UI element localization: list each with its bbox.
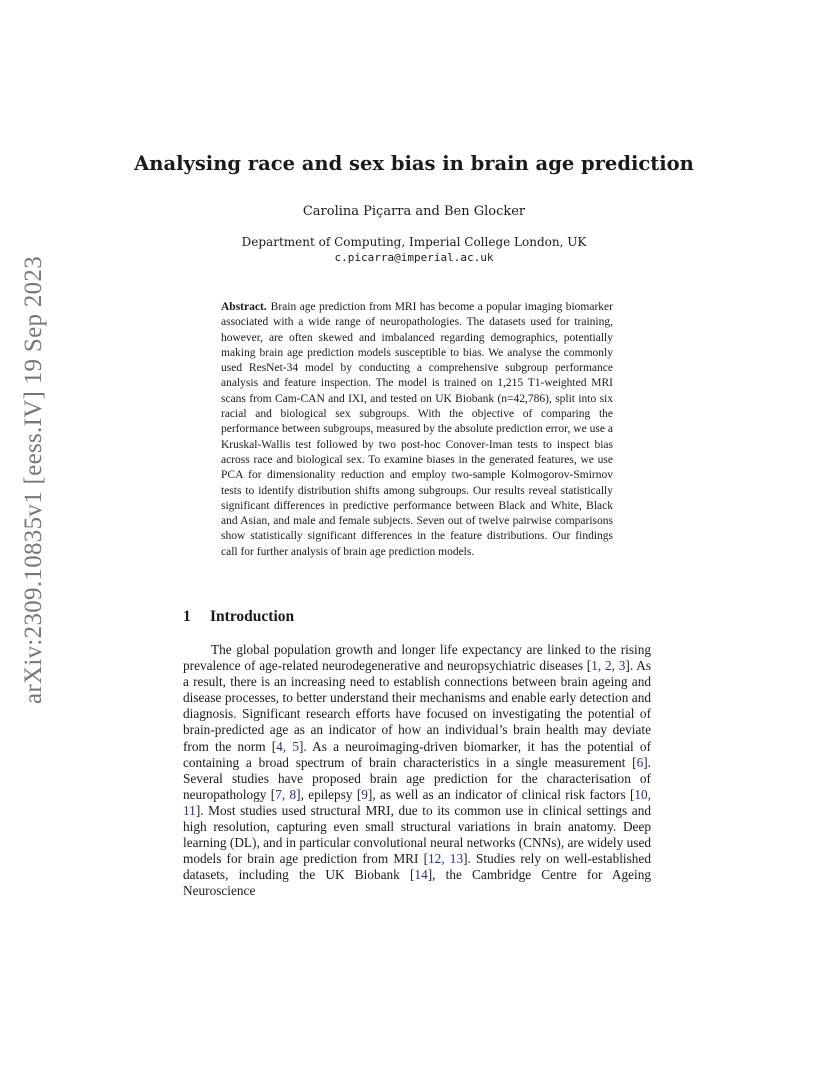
abstract: [221, 300, 613, 560]
author-affiliation: Department of Computing, Imperial College London, UK: [241, 235, 587, 249]
intro-text: ]. As a neuroimaging-driven biomarker, it has the potential of containing a broad spectrum of brain characteristics in a single measurement [: [183, 738, 651, 770]
intro-text: The global population growth and longer life expectancy are linked to the rising prevalence of age-related neurodegenerative and neuropsychiatric diseases [: [183, 642, 651, 674]
abstract-label: Abstract.: [221, 301, 267, 313]
paper-authors: Carolina Piçarra and Ben Glocker: [302, 204, 526, 219]
section-number: 1: [183, 608, 191, 625]
intro-text: ], epilepsy [: [296, 786, 362, 802]
arxiv-sidebar: [14, 200, 54, 760]
section-heading-introduction: [183, 608, 294, 626]
introduction-paragraph: [183, 642, 651, 900]
citation-link[interactable]: 14: [414, 867, 428, 883]
arxiv-identifier: arXiv:2309.10835v1 [eess.IV] 19 Sep 2023: [20, 255, 48, 705]
citation-link[interactable]: 10, 11: [183, 786, 651, 818]
intro-text: ], the Cambridge Centre for Ageing Neuroscience: [183, 867, 651, 899]
abstract-text: Brain age prediction from MRI has become a popular imaging biomarker associated with a wide range of neuropathologies. The datasets used for training, however, are often skewed and imbalanced regarding demographics, potentially making brain age prediction models susceptible to bias. We analyse the commonly used ResNet-34 model by conducting a comprehensive subgroup performance analysis and feature inspection. The model is trained on 1,215 T1-weighted MRI scans from Cam-CAN and IXI, and tested on UK Biobank (n=42,786), split into six racial and biological sex subgroups. With the objective of comparing the performance between subgroups, measured by the absolute prediction error, we use a Kruskal-Wallis test followed by two post-hoc Conover-Iman tests to inspect bias across race and biological sex. To examine biases in the generated features, we use PCA for dimensionality reduction and employ two-sample Kolmogorov-Smirnov tests to identify distribution shifts among subgroups. Our results reveal statistically significant differences in predictive performance between Black and White, Black and Asian, and male and female subjects. Seven out of twelve pairwise comparisons show statistically significant differences in the feature distributions. Our findings call for further analysis of brain age prediction models.: [221, 301, 613, 558]
citation-link[interactable]: 6: [636, 754, 644, 770]
intro-text: ]. As a result, there is an increasing need to establish connections between brain ageing and disease processes, to better understand their mechanisms and enable early detection and diagnosis. Significant research efforts have focused on investigating the potential of brain-predicted age as an indicator of how an individual’s brain health may deviate from the norm [: [183, 658, 651, 754]
section-title: Introduction: [210, 608, 295, 625]
citation-link[interactable]: 12, 13: [428, 851, 464, 867]
intro-text: ], as well as an indicator of clinical risk factors [: [367, 786, 635, 802]
intro-text: ]. Several studies have proposed brain age prediction for the characterisation of neuropathology [: [183, 754, 651, 802]
author-email: c.picarra@imperial.ac.uk: [334, 251, 494, 264]
intro-text: ]. Most studies used structural MRI, due to its common use in clinical settings and high resolution, capturing even small structural variations in brain anatomy. Deep learning (DL), and in particular convolutional neural networks (CNNs), are widely used models for brain age prediction from MRI [: [183, 802, 651, 867]
intro-text: ]. Studies rely on well-established datasets, including the UK Biobank [: [183, 851, 651, 883]
citation-link[interactable]: 1, 2, 3: [591, 658, 626, 674]
citation-link[interactable]: 9: [361, 786, 368, 802]
citation-link[interactable]: 4, 5: [276, 738, 299, 754]
paper-title: Analysing race and sex bias in brain age prediction: [134, 152, 694, 175]
citation-link[interactable]: 7, 8: [275, 786, 297, 802]
